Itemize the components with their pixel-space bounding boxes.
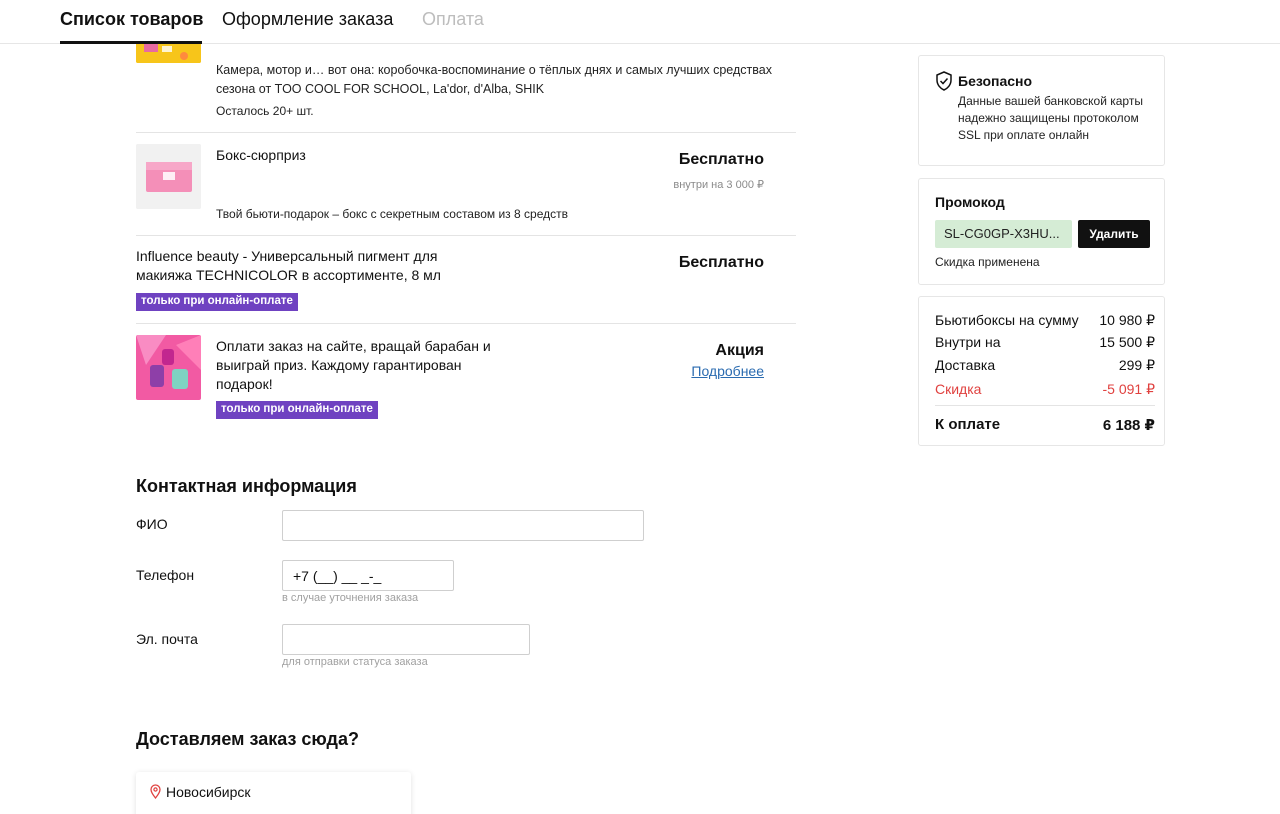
location-pin-icon — [150, 784, 161, 804]
security-card — [918, 55, 1165, 166]
tab-payment[interactable]: Оплата — [422, 9, 484, 29]
cart-item — [136, 324, 796, 432]
summary-label: Скидка — [935, 381, 982, 397]
remove-promo-button[interactable]: Удалить — [1078, 220, 1150, 248]
promo-code-field[interactable]: SL-CG0GP-X3HU... — [935, 220, 1072, 248]
summary-divider — [935, 405, 1155, 406]
item-title: Оплати заказ на сайте, вращай барабан и — [216, 338, 491, 354]
phone-field[interactable] — [282, 560, 454, 591]
security-title: Безопасно — [958, 73, 1033, 89]
item-title: подарок! — [216, 376, 273, 392]
item-price-sub: внутри на 3 000 ₽ — [673, 179, 764, 191]
details-link[interactable]: Подробнее — [691, 363, 764, 379]
promo-title: Промокод — [935, 194, 1005, 210]
security-text: надежно защищены протоколом — [958, 111, 1139, 125]
active-tab-indicator — [60, 41, 202, 44]
item-thumbnail — [136, 144, 201, 209]
order-summary-card — [918, 296, 1165, 446]
cart-item — [136, 236, 796, 324]
checkout-tabs — [0, 0, 1280, 44]
item-price: Акция — [715, 342, 764, 359]
name-label: ФИО — [136, 516, 168, 532]
online-payment-badge: только при онлайн-оплате — [216, 401, 378, 419]
online-payment-badge: только при онлайн-оплате — [136, 293, 298, 311]
email-hint: для отправки статуса заказа — [282, 656, 428, 668]
item-title: Influence beauty - Универсальный пигмент для — [136, 248, 438, 264]
item-price: Бесплатно — [678, 254, 764, 271]
item-thumbnail — [136, 335, 201, 400]
total-label: К оплате — [935, 416, 1001, 433]
delivery-section-title: Доставляем заказ сюда? — [136, 729, 359, 749]
security-text: Данные вашей банковской карты — [958, 94, 1143, 108]
security-text: SSL при оплате онлайн — [958, 128, 1090, 142]
tab-order-form[interactable]: Оформление заказа — [222, 9, 394, 29]
item-title: макияжа TECHNICOLOR в ассортименте, 8 мл — [136, 267, 441, 283]
phone-label: Телефон — [136, 567, 195, 583]
promo-status: Скидка применена — [935, 255, 1040, 269]
summary-value: 299 ₽ — [1118, 357, 1155, 373]
summary-label: Внутри на — [935, 334, 1001, 350]
summary-value: -5 091 ₽ — [1102, 381, 1155, 397]
name-field[interactable] — [282, 510, 644, 541]
item-title: Бокс-сюрприз — [216, 147, 306, 163]
cart-item — [136, 133, 796, 236]
summary-value: 15 500 ₽ — [1099, 334, 1155, 350]
delivery-city: Новосибирск — [166, 784, 251, 800]
delivery-city-card[interactable] — [136, 772, 411, 814]
phone-hint: в случае уточнения заказа — [282, 592, 419, 604]
summary-label: Бьютибоксы на сумму — [935, 312, 1079, 328]
item-description: сезона от TOO COOL FOR SCHOOL, La'dor, d'Alba, SHIK — [216, 82, 545, 96]
item-title: выиграй приз. Каждому гарантирован — [216, 357, 462, 373]
summary-label: Доставка — [935, 357, 996, 373]
summary-value: 10 980 ₽ — [1099, 312, 1155, 328]
shield-check-icon — [935, 71, 953, 96]
total-value: 6 188 ₽ — [1102, 417, 1155, 434]
contact-section-title: Контактная информация — [136, 476, 357, 496]
email-label: Эл. почта — [136, 631, 198, 647]
email-field[interactable] — [282, 624, 530, 655]
item-description: Камера, мотор и… вот она: коробочка-воспоминание о тёплых днях и самых лучших средствах — [216, 63, 772, 77]
item-price: Бесплатно — [678, 151, 764, 168]
item-description: Твой бьюти-подарок – бокс с секретным составом из 8 средств — [216, 207, 568, 221]
item-stock: Осталось 20+ шт. — [216, 104, 314, 118]
tab-product-list[interactable]: Список товаров — [60, 9, 204, 29]
promo-card — [918, 178, 1165, 285]
